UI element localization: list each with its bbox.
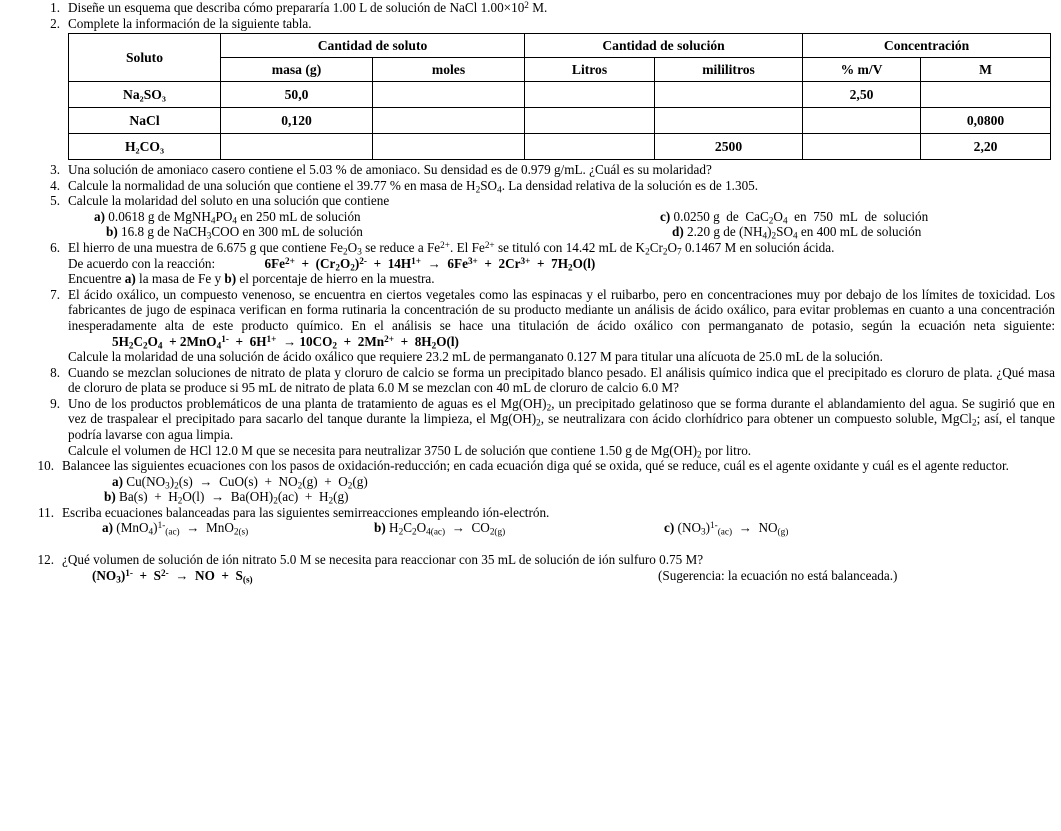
cell-soluto: Na₂SO₃ (69, 82, 221, 108)
item-12 (0, 552, 1061, 583)
cell-masa[interactable] (221, 134, 373, 160)
cell-litros[interactable] (525, 134, 655, 160)
item-11-equation-c: $(NO_3)^{1-}_{(ac)} \to NO_{(g)}$ (677, 520, 789, 537)
item-7 (0, 287, 1061, 365)
item-7-para-2: Calcule la molaridad de una solución de ácido oxálico que requiere 23.2 mL de permanganato 0.127 M para titular una alícuota de 25.0 mL de la solución. (68, 349, 883, 365)
item-10-equation-a-row (62, 474, 1055, 490)
cell-porcentaje-mv[interactable] (803, 108, 921, 134)
cell-porcentaje-mv[interactable]: 2,50 (803, 82, 921, 108)
item-10-equation-b: $Ba(s) + H_2O(l) \to Ba(OH)_2(ac) + H_2(g)$ (119, 489, 349, 506)
item-10-a-label: a) (112, 473, 123, 489)
cell-molaridad[interactable]: 2,20 (921, 134, 1051, 160)
cell-porcentaje-mv[interactable] (803, 134, 921, 160)
cell-soluto: NaCl (69, 108, 221, 134)
spacer (0, 536, 1061, 552)
item-5-option-a: a) 0.0618 g de $MgNH_4PO_4$ en 250 mL de solución (94, 208, 361, 226)
cell-moles[interactable] (373, 108, 525, 134)
item-11-c-label: c) (664, 520, 675, 536)
th-moles: moles (373, 58, 525, 82)
th-mililitros: mililitros (655, 58, 803, 82)
item-1 (0, 0, 1061, 16)
table-row (69, 134, 1051, 160)
th-concentracion: Concentración (803, 34, 1051, 58)
item-11 (0, 505, 1061, 536)
item-9-body (68, 396, 1061, 458)
th-cantidad-soluto: Cantidad de soluto (221, 34, 525, 58)
th-molaridad: M (921, 58, 1051, 82)
item-1-text: Diseñe un esquema que describa cómo prepararía 1.00 L de solución de NaCl $1.00\times 10^2$ M. (68, 0, 548, 15)
item-5-d-label: d) (672, 224, 684, 240)
table-row (69, 82, 1051, 108)
item-6-b-label: b) (224, 271, 237, 287)
cell-litros[interactable] (525, 82, 655, 108)
item-5-option-d: d) 2.20 g de $(NH_4)_2SO_4$ en 400 mL de solución (672, 224, 922, 241)
cell-mililitros[interactable]: 2500 (655, 134, 803, 160)
item-2-text: Complete la información de la siguiente tabla. (68, 15, 312, 31)
cell-molaridad[interactable] (921, 82, 1051, 108)
th-porcentaje-mv: % m/V (803, 58, 921, 82)
item-5-number: 5. (50, 193, 60, 209)
th-soluto: Soluto (69, 34, 221, 82)
item-10-b-label: b) (104, 489, 116, 505)
item-11-option-a (102, 520, 374, 536)
item-8-text: Cuando se mezclan soluciones de nitrato de plata y cloruro de calcio se forma un precipitado blanco pesado. El análisis químico indica que el precipitado es cloruro de plata. ¿Qué masa de cloruro de plata se produce si 95 mL de nitrato de plata 6.0 M se mezclan con 40 mL de cloruro de calcio 6.0 M? (68, 364, 1055, 396)
item-11-text: Escriba ecuaciones balanceadas para las siguientes semirreacciones empleando ión-electrón. (62, 504, 550, 520)
item-6-line-3 (68, 271, 1055, 287)
item-12-body (62, 552, 1061, 583)
cell-masa[interactable]: 50,0 (221, 82, 373, 108)
item-6-prefix: Encuentre (68, 271, 125, 287)
item-6-reaction-label: De acuerdo con la reacción: (68, 255, 216, 271)
item-11-option-b (374, 520, 664, 536)
item-5-row-ac (68, 209, 1055, 225)
cell-mililitros[interactable] (655, 108, 803, 134)
item-4-number: 4. (50, 177, 60, 193)
item-11-number: 11. (38, 504, 54, 520)
item-6 (0, 240, 1061, 287)
item-11-b-label: b) (374, 520, 386, 536)
item-3-text: Una solución de amoniaco casero contiene el 5.03 % de amoniaco. Su densidad es de 0.979 g/mL. ¿Cuál es su molaridad? (68, 162, 712, 178)
item-7-body (68, 287, 1061, 365)
item-10-equation-b-row (62, 489, 1055, 505)
item-2-number: 2. (50, 15, 60, 31)
item-9-para-1: Uno de los productos problemáticos de una planta de tratamiento de aguas es el $Mg(OH)_2$, un precipitado gelatinoso que se forma durante el ablandamiento del agua. Se sugirió que en vez de traspalear el precipitado para sacarlo del tanque durante la limpieza, el $Mg(OH)_2$, se neutralizara con ácido clorhídrico para obtener un compuesto soluble, MgCl$_2$; así, el tanque podría lavarse con agua limpia. (68, 395, 1055, 442)
item-6-a-text: la masa de Fe y (135, 271, 225, 287)
th-cantidad-solucion: Cantidad de solución (525, 34, 803, 58)
item-6-equation: $6Fe^{2+} + (Cr_2O_2)^{2-} + 14H^{1+} \to 6Fe^{3+} + 2Cr^{3+} + 7H_2O(l)$ (264, 255, 596, 272)
th-litros: Litros (525, 58, 655, 82)
item-6-number: 6. (50, 240, 60, 256)
item-6-a-label: a) (124, 271, 136, 287)
item-10-body (62, 458, 1061, 505)
item-1-number: 1. (50, 0, 60, 15)
item-11-equations-row (62, 520, 1055, 536)
item-9-number: 9. (50, 395, 60, 411)
item-6-b-text: el porcentaje de hierro en la muestra. (236, 271, 435, 287)
item-5-text: Calcule la molaridad del soluto en una solución que contiene (68, 193, 390, 209)
item-10-text: Balancee las siguientes ecuaciones con los pasos de oxidación-reducción; en cada ecuación diga qué se oxida, qué se reduce, cuál es el agente oxidante y cuál es el agente reductor. (62, 458, 1009, 474)
th-masa: masa (g) (221, 58, 373, 82)
item-9 (0, 396, 1061, 458)
item-6-body (68, 240, 1061, 287)
item-11-a-label: a) (102, 520, 113, 536)
cell-soluto: H₂CO₃ (69, 134, 221, 160)
item-5-row-bd (68, 224, 1055, 240)
item-6-reaction-line (68, 256, 1055, 272)
item-8 (0, 365, 1061, 396)
solutions-table (68, 33, 1051, 160)
cell-mililitros[interactable] (655, 82, 803, 108)
item-5-option-c: c) 0.0250 g de $CaC_2O_4$ en 750 mL de solución (660, 208, 929, 226)
cell-moles[interactable] (373, 134, 525, 160)
item-6-line-1: El hierro de una muestra de 6.675 g que contiene $Fe_2O_3$ se reduce a $Fe^{2+}$. El $Fe^{2+}$ se tituló con 14.42 mL de $K_2Cr_2O_7$ 0.1467 M en solución ácida. (68, 239, 835, 257)
item-5 (0, 193, 1061, 240)
item-11-option-c (664, 520, 1055, 536)
item-11-equation-a: $(MnO_4)^{1-}_{(ac)} \to MnO_{2(s)}$ (116, 520, 249, 537)
item-11-body (62, 505, 1061, 536)
item-10-equation-a: $Cu(NO_3)_2(s) \to CuO(s) + NO_2(g) + O_2(g)$ (126, 473, 368, 491)
item-12-hint: (Sugerencia: la ecuación no está balanceada.) (658, 567, 898, 583)
cell-moles[interactable] (373, 82, 525, 108)
item-9-para-2: Calcule el volumen de HCl 12.0 M que se necesita para neutralizar 3750 L de solución que contiene 1.50 g de $Mg(OH)_2$ por litro. (68, 442, 752, 459)
table-row (69, 108, 1051, 134)
item-3-number: 3. (50, 162, 60, 178)
item-5-c-label: c) (660, 208, 671, 224)
item-12-number: 12. (37, 552, 54, 568)
item-12-text: ¿Qué volumen de solución de ión nitrato 5.0 M se necesita para reaccionar con 35 mL de solución de ión sulfuro 0.75 M? (62, 552, 704, 568)
cell-molaridad[interactable]: 0,0800 (921, 108, 1051, 134)
table-group-header-row (69, 34, 1051, 58)
cell-litros[interactable] (525, 108, 655, 134)
cell-masa[interactable]: 0,120 (221, 108, 373, 134)
item-5-b-label: b) (106, 224, 118, 240)
item-5-option-b: b) 16.8 g de NaCH$_3$COO en 300 mL de solución (106, 224, 363, 241)
item-5-body (68, 193, 1061, 240)
item-11-equation-b: $H_2C_2O_{4(ac)} \to CO_{2(g)}$ (389, 520, 506, 537)
item-10 (0, 458, 1061, 505)
item-7-equation: $5H_2C_2O_4 + 2MnO_4^{1-} + 6H^{1+} \to 10CO_2 + 2Mn^{2+} + 8H_2O(l)$ (112, 333, 459, 350)
item-4-text: Calcule la normalidad de una solución que contiene el 39.77 % en masa de $H_2SO_4$. La densidad relativa de la solución es de 1.305. (68, 177, 759, 195)
item-8-number: 8. (50, 364, 60, 380)
solutions-table-wrapper (68, 33, 1005, 160)
item-12-equation-row (62, 568, 1061, 584)
item-10-number: 10. (37, 458, 54, 474)
item-7-para-1: El ácido oxálico, un compuesto venenoso, se encuentra en ciertos vegetales como las espinacas y el ruibarbo, pero en concentraciones muy por debajo de los límites de toxicidad. Los fabricantes de jugo de espinaca verifican en forma rutinaria la concentración de su producto mediante un análisis de ácido oxálico, para evitar problemas en cuanto a una concentración inesperadamente alta de este producto químico. En el análisis se hace una titulación de ácido oxálico con permanganato de potasio, según la ecuación neta siguiente: (68, 286, 1055, 333)
item-3 (0, 162, 1061, 178)
item-5-a-label: a) (94, 208, 105, 224)
item-2 (0, 16, 1061, 32)
item-7-number: 7. (50, 286, 60, 302)
item-4 (0, 178, 1061, 194)
item-12-equation: $(NO_3)^{1-} + S^{2-}$ → NO + $S_{(s)}$ (92, 567, 253, 584)
